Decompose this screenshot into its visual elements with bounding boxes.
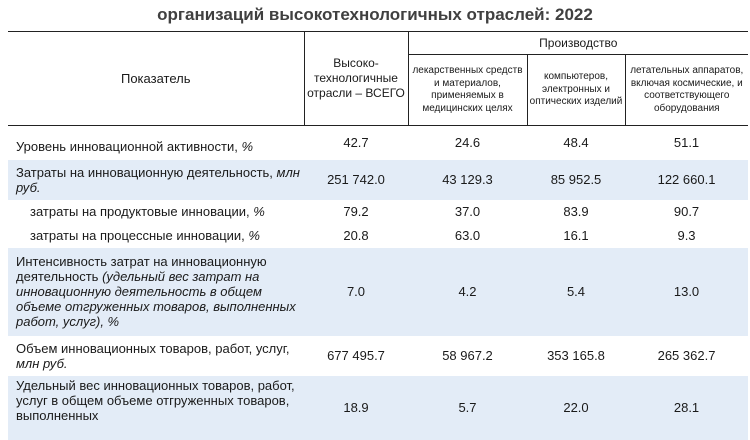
row-label-text: Интенсивность затрат на инновационную деятельность — [16, 254, 267, 284]
cell-computers: 22.0 — [527, 376, 625, 440]
row-label — [8, 200, 304, 224]
cell-aircraft: 122 660.1 — [625, 160, 748, 200]
row-label — [8, 336, 304, 376]
cell-aircraft: 265 362.7 — [657, 348, 716, 363]
cell-medicines: 4.2 — [408, 248, 527, 336]
cell-total: 677 495.7 — [327, 348, 385, 363]
row-unit: % — [248, 228, 260, 243]
cell-aircraft: 28.1 — [625, 376, 748, 440]
header-medicines: лекарственных средств и материалов, применяемых в медицинских целях — [408, 55, 527, 126]
cell-medicines: 37.0 — [454, 204, 481, 219]
row-unit: % — [241, 138, 254, 154]
cell-aircraft: 90.7 — [673, 204, 700, 219]
innovation-table — [8, 31, 748, 440]
row-unit: млн руб. — [16, 355, 68, 371]
cell-computers: 5.4 — [527, 248, 625, 336]
cell-medicines: 5.7 — [408, 376, 527, 440]
table-row — [8, 160, 748, 200]
row-label-text: затраты на процессные инновации, — [30, 228, 249, 243]
header-production: Производство — [408, 32, 748, 55]
table-row — [8, 336, 748, 376]
cell-total: 251 742.0 — [304, 160, 408, 200]
cell-total: 42.7 — [343, 135, 369, 151]
cell-total: 7.0 — [304, 248, 408, 336]
row-unit: % — [253, 204, 265, 219]
row-unit: млн руб. — [16, 164, 300, 195]
cell-total: 18.9 — [304, 376, 408, 440]
header-computers: компьютеров, электронных и оптических изделий — [527, 55, 625, 126]
cell-medicines: 63.0 — [454, 228, 481, 243]
cell-computers: 353 165.8 — [547, 348, 605, 363]
row-label — [8, 224, 304, 248]
cell-total: 79.2 — [343, 204, 369, 219]
row-label — [8, 160, 304, 200]
table-row — [8, 224, 748, 248]
row-label — [8, 248, 304, 336]
cell-computers: 16.1 — [563, 228, 589, 243]
table-row — [8, 200, 748, 224]
header-indicator: Показатель — [8, 32, 304, 126]
cell-computers: 83.9 — [563, 204, 589, 219]
table-row — [8, 248, 748, 336]
row-label-text: Объем инновационных товаров, работ, услуг, — [16, 340, 290, 356]
cell-medicines: 58 967.2 — [442, 348, 493, 363]
row-label — [8, 126, 304, 160]
row-label-text: затраты на продуктовые инновации, — [30, 204, 254, 219]
cell-computers: 48.4 — [563, 135, 589, 151]
table-row — [8, 126, 748, 160]
row-label-text: Удельный вес инновационных товаров, работ, услуг в общем объеме отгруженных товаров, выполненных — [16, 377, 295, 423]
cell-total: 20.8 — [343, 228, 369, 243]
header-total: Высоко-технологичные отрасли – ВСЕГО — [304, 32, 408, 126]
cell-medicines: 43 129.3 — [408, 160, 527, 200]
cell-medicines: 24.6 — [454, 135, 481, 151]
row-unit: (удельный вес затрат на инновационную деятельность в общем объеме отгруженных товаров, выполненных работ, услуг), % — [16, 269, 296, 329]
row-label-text: Затраты на инновационную деятельность, — [16, 164, 277, 180]
header-aircraft: летательных аппаратов, включая космические, и соответствующего оборудования — [625, 55, 748, 126]
cell-aircraft: 9.3 — [677, 228, 696, 243]
cell-aircraft: 51.1 — [673, 135, 700, 151]
page-title: организаций высокотехнологичных отраслей: 2022 — [157, 5, 593, 24]
row-label-text: Уровень инновационной активности, — [16, 138, 242, 154]
cell-computers: 85 952.5 — [527, 160, 625, 200]
cell-aircraft: 13.0 — [625, 248, 748, 336]
